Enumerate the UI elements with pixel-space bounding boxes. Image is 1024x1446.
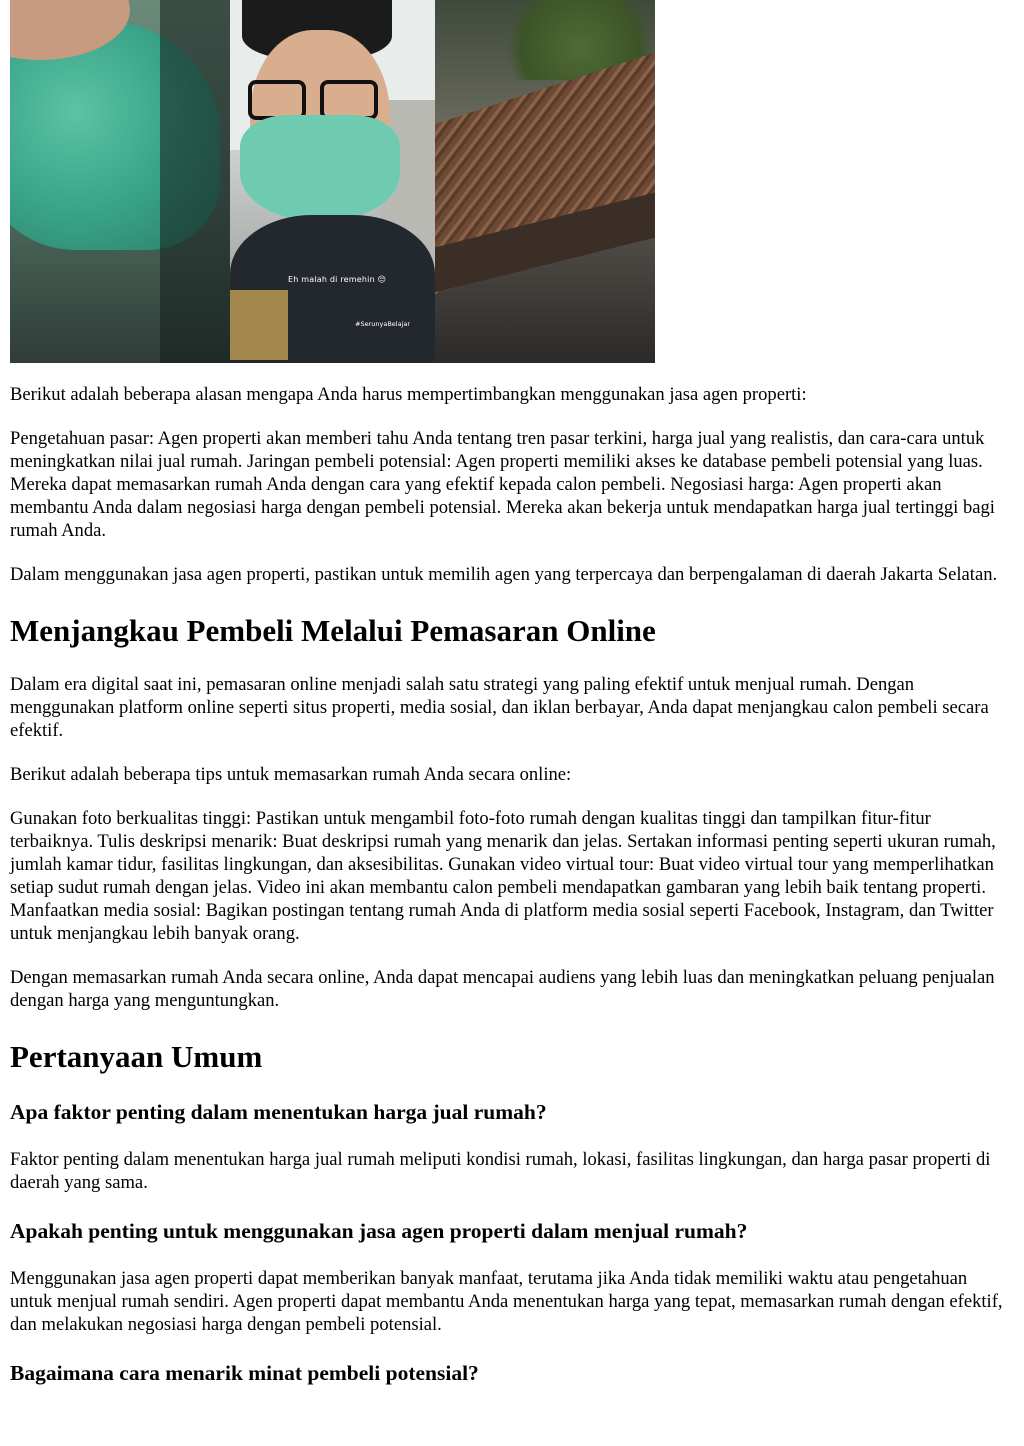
reasons-close: Dalam menggunakan jasa agen properti, pastikan untuk memilih agen yang terpercaya dan berpengalaman di daerah Jakarta Selatan. (10, 564, 998, 585)
shirt-logo (230, 290, 288, 360)
glasses-lens-right (320, 80, 378, 120)
faq-question: Apakah penting untuk menggunakan jasa agen properti dalam menjual rumah? (10, 1219, 748, 1243)
faq-question: Apa faktor penting dalam menentukan harga jual rumah? (10, 1100, 547, 1124)
hero-image (10, 0, 655, 363)
video-hashtag: #SerunyaBelajar (355, 320, 411, 328)
faq-question: Bagaimana cara menarik minat pembeli potensial? (10, 1361, 479, 1385)
glasses-lens-left (248, 80, 306, 120)
video-frame-center (230, 0, 435, 363)
section-heading-online: Menjangkau Pembeli Melalui Pemasaran Online (10, 613, 656, 648)
shadow (160, 0, 230, 363)
face-mask (240, 115, 400, 220)
video-frame-left (10, 0, 230, 363)
section-heading-faq: Pertanyaan Umum (10, 1039, 263, 1074)
faq-answer: Faktor penting dalam menentukan harga jual rumah meliputi kondisi rumah, lokasi, fasilitas lingkungan, dan harga pasar properti di daerah yang sama. (10, 1149, 991, 1193)
online-paragraph-3: Gunakan foto berkualitas tinggi: Pastikan untuk mengambil foto-foto rumah dengan kualitas tinggi dan tampilkan fitur-fitur terbaiknya. Tulis deskripsi menarik: Buat deskripsi rumah yang menarik dan jelas. Sertakan informasi penting seperti ukuran rumah, jumlah kamar tidur, fasilitas lingkungan, dan aksesibilitas. Gunakan video virtual tour: Buat video virtual tour yang memperlihatkan setiap sudut rumah dengan jelas. Video ini akan membantu calon pembeli mendapatkan gambaran yang lebih baik tentang properti. Manfaatkan media sosial: Bagikan postingan tentang rumah Anda di platform media sosial seperti Facebook, Instagram, dan Twitter untuk menjangkau lebih banyak orang. (10, 808, 996, 944)
online-paragraph-4: Dengan memasarkan rumah Anda secara online, Anda dapat mencapai audiens yang lebih luas dan meningkatkan peluang penjualan dengan harga yang menguntungkan. (10, 967, 995, 1011)
video-frame-right (435, 0, 655, 363)
video-caption: Eh malah di remehin 😔 (288, 275, 387, 284)
online-paragraph-2: Berikut adalah beberapa tips untuk memasarkan rumah Anda secara online: (10, 764, 572, 785)
online-paragraph-1: Dalam era digital saat ini, pemasaran online menjadi salah satu strategi yang paling efektif untuk menjual rumah. Dengan menggunakan platform online seperti situs properti, media sosial, dan iklan berbayar, Anda dapat menjangkau calon pembeli secara efektif. (10, 674, 989, 741)
glasses-icon (248, 80, 388, 120)
reasons-body: Pengetahuan pasar: Agen properti akan memberi tahu Anda tentang tren pasar terkini, harga jual yang realistis, dan cara-cara untuk meningkatkan nilai jual rumah. Jaringan pembeli potensial: Agen properti memiliki akses ke database pembeli potensial yang luas. Mereka dapat memasarkan rumah Anda dengan cara yang efektif kepada calon pembeli. Negosiasi harga: Agen properti akan membantu Anda dalam negosiasi harga dengan pembeli potensial. Mereka akan bekerja untuk mendapatkan harga jual tertinggi bagi rumah Anda. (10, 428, 995, 541)
faq-answer: Menggunakan jasa agen properti dapat memberikan banyak manfaat, terutama jika Anda tidak memiliki waktu atau pengetahuan untuk menjual rumah sendiri. Agen properti dapat membantu Anda menentukan harga yang tepat, memasarkan rumah dengan efektif, dan melakukan negosiasi harga dengan pembeli potensial. (10, 1268, 1003, 1335)
article (10, 0, 1014, 1386)
reasons-intro: Berikut adalah beberapa alasan mengapa Anda harus mempertimbangkan menggunakan jasa agen properti: (10, 384, 807, 405)
